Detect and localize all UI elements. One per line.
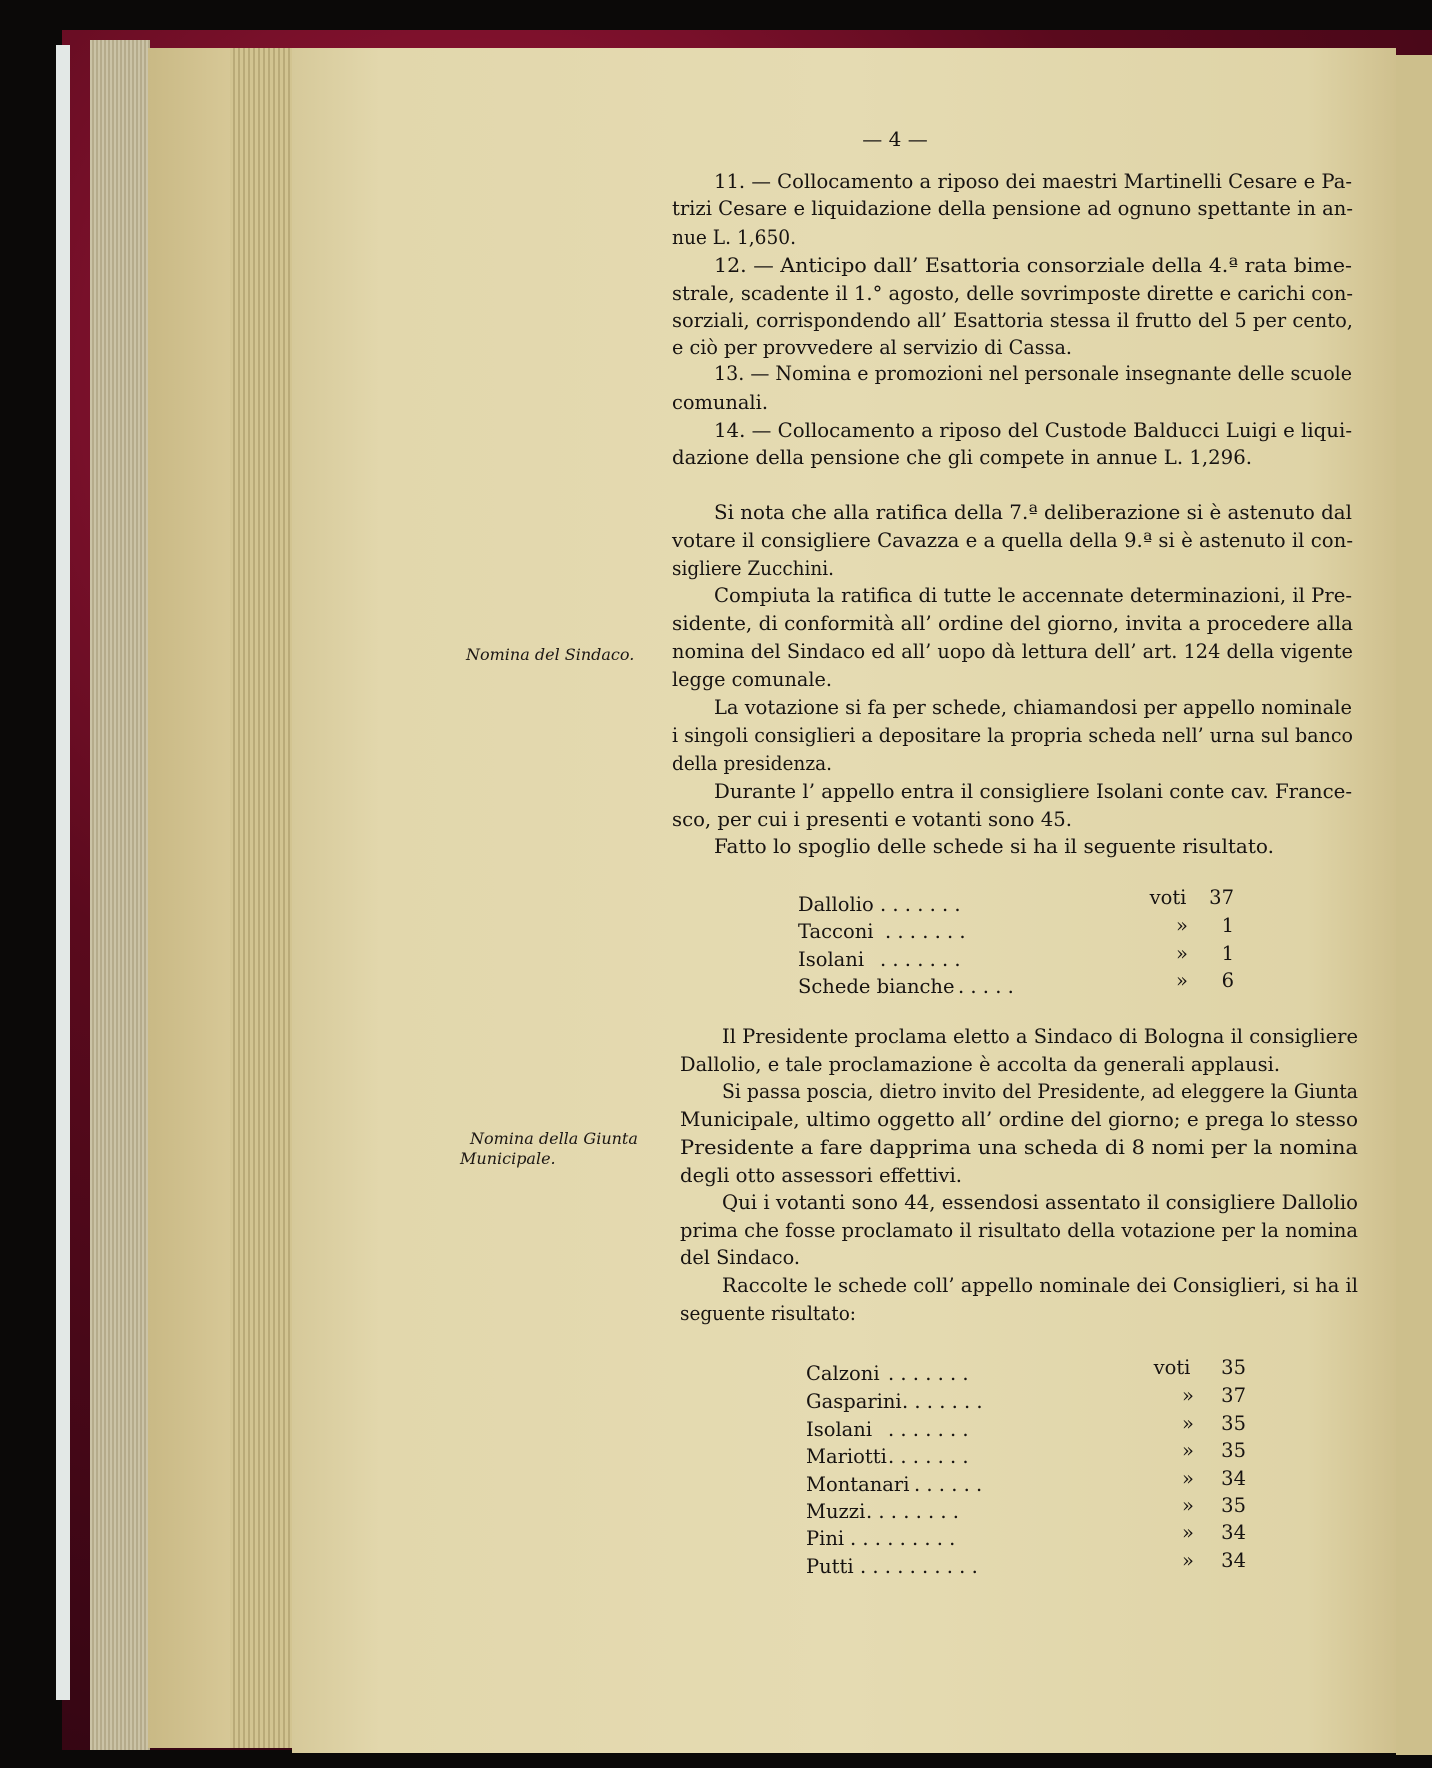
text-line: La votazione si fa per schede, chiamandosi per appello nominale — [714, 696, 1352, 719]
vote-count: 35 — [1221, 1356, 1246, 1379]
text-line: Qui i votanti sono 44, essendosi assentato il consigliere Dallolio — [722, 1191, 1358, 1214]
vote-row — [806, 1467, 1246, 1496]
vote-name: Montanari — [806, 1473, 910, 1496]
vote-mark: voti — [1149, 886, 1187, 909]
vote-row — [798, 942, 1234, 971]
text-line: sorziali, corrispondendo all’ Esattoria stessa il frutto del 5 per cento, — [672, 309, 1353, 332]
text-line: seguente risultato: — [680, 1302, 856, 1325]
vote-name: Gasparini — [806, 1390, 902, 1413]
vote-mark: » — [1182, 1549, 1194, 1572]
vote-mark: voti — [1153, 1356, 1191, 1379]
page-number: — 4 — — [862, 127, 928, 151]
vote-leader-dots: . . . . . . . . . . — [860, 1555, 978, 1578]
text-line: sigliere Zucchini. — [672, 557, 834, 580]
vote-count: 6 — [1221, 969, 1234, 992]
vote-name: Isolani — [798, 948, 865, 971]
text-line: Municipale, ultimo oggetto all’ ordine del giorno; e prega lo stesso — [680, 1108, 1358, 1131]
vote-count: 37 — [1221, 1384, 1246, 1407]
vote-leader-dots: . . . . . — [958, 975, 1014, 998]
text-line: i singoli consiglieri a depositare la propria scheda nell’ urna sul banco — [672, 724, 1353, 747]
vote-row — [806, 1412, 1246, 1441]
vote-row — [806, 1494, 1246, 1523]
vote-mark: » — [1176, 942, 1188, 965]
sidenote-nomina-sindaco: Nomina del Sindaco. — [466, 645, 635, 664]
vote-name: Schede bianche — [798, 975, 955, 998]
vote-count: 34 — [1221, 1467, 1246, 1490]
text-line: strale, scadente il 1.° agosto, delle sovrimposte dirette e carichi con- — [672, 282, 1353, 305]
text-line: della presidenza. — [672, 752, 832, 775]
text-line: Si passa poscia, dietro invito del Presidente, ad eleggere la Giunta — [722, 1080, 1359, 1103]
text-line: 11. — Collocamento a riposo dei maestri Martinelli Cesare e Pa- — [714, 170, 1352, 193]
text-line: Fatto lo spoglio delle schede si ha il seguente risultato. — [714, 835, 1274, 858]
vote-leader-dots: . . . . . . . — [902, 1390, 983, 1413]
vote-name: Putti — [806, 1555, 854, 1578]
vote-name: Muzzi — [806, 1500, 866, 1523]
vote-count: 35 — [1221, 1412, 1246, 1435]
vote-row — [806, 1521, 1246, 1550]
text-line: legge comunale. — [672, 668, 832, 691]
vote-row — [806, 1439, 1246, 1468]
vote-table-sindaco — [798, 886, 1234, 998]
text-line: dazione della pensione che gli compete in annue L. 1,296. — [672, 446, 1252, 469]
vote-mark: » — [1182, 1412, 1194, 1435]
text-line: prima che fosse proclamato il risultato della votazione per la nomina — [680, 1219, 1359, 1242]
vote-mark: » — [1182, 1521, 1194, 1544]
text-line: e ciò per provvedere al servizio di Cassa. — [672, 336, 1072, 359]
text-line: Il Presidente proclama eletto a Sindaco di Bologna il consigliere — [722, 1025, 1358, 1048]
vote-mark: » — [1176, 914, 1188, 937]
vote-mark: » — [1176, 969, 1188, 992]
vote-count: 34 — [1221, 1521, 1246, 1544]
sidenote-nomina-giunta: Nomina della Giunta — [470, 1129, 638, 1148]
vote-leader-dots: . . . . . . . — [880, 948, 961, 971]
vote-row — [798, 914, 1234, 943]
vote-name: Mariotti — [806, 1445, 887, 1468]
vote-name: Dallolio — [798, 893, 874, 916]
vote-leader-dots: . . . . . . . — [888, 1445, 969, 1468]
text-line: trizi Cesare e liquidazione della pensione ad ognuno spettante in an- — [672, 197, 1353, 220]
vote-leader-dots: . . . . . . . — [880, 893, 961, 916]
vote-mark: » — [1182, 1439, 1194, 1462]
vote-mark: » — [1182, 1384, 1194, 1407]
text-line: del Sindaco. — [680, 1246, 800, 1269]
text-line: nomina del Sindaco ed all’ uopo dà lettura dell’ art. 124 della vigente — [672, 640, 1353, 663]
vote-count: 35 — [1221, 1494, 1246, 1517]
text-line: comunali. — [672, 391, 768, 414]
vote-count: 34 — [1221, 1549, 1246, 1572]
text-line: sco, per cui i presenti e votanti sono 45. — [672, 808, 1072, 831]
vote-name: Isolani — [806, 1418, 873, 1441]
vote-count: 1 — [1221, 942, 1234, 965]
text-line: Presidente a fare dapprima una scheda di 8 nomi per la nomina — [680, 1136, 1359, 1159]
text-line: Compiuta la ratifica di tutte le accennate determinazioni, il Pre- — [714, 584, 1352, 607]
vote-mark: » — [1182, 1467, 1194, 1490]
vote-name: Tacconi — [798, 920, 874, 943]
vote-leader-dots: . . . . . . . — [888, 1362, 969, 1385]
vote-row — [806, 1384, 1246, 1413]
vote-count: 35 — [1221, 1439, 1246, 1462]
vote-name: Calzoni — [806, 1362, 880, 1385]
text-line: Raccolte le schede coll’ appello nominale dei Consiglieri, si ha il — [722, 1274, 1358, 1297]
vote-name: Pini — [806, 1527, 845, 1550]
vote-leader-dots: . . . . . . . — [885, 920, 966, 943]
vote-count: 1 — [1221, 914, 1234, 937]
vote-leader-dots: . . . . . . . . . — [850, 1527, 956, 1550]
vote-row — [806, 1549, 1246, 1578]
vote-leader-dots: . . . . . . . . — [866, 1500, 959, 1523]
text-line: Si nota che alla ratifica della 7.ª deliberazione si è astenuto dal — [714, 501, 1352, 524]
text-line: Durante l’ appello entra il consigliere Isolani conte cav. France- — [714, 780, 1352, 803]
text-line: 14. — Collocamento a riposo del Custode Balducci Luigi e liqui- — [714, 419, 1352, 442]
text-line: Dallolio, e tale proclamazione è accolta da generali applausi. — [680, 1053, 1280, 1076]
vote-row — [798, 969, 1234, 998]
text-line: nue L. 1,650. — [672, 226, 796, 249]
vote-table-giunta — [806, 1356, 1246, 1578]
vote-row — [798, 886, 1234, 916]
vote-leader-dots: . . . . . . — [914, 1473, 983, 1496]
vote-mark: » — [1182, 1494, 1194, 1517]
text-line: votare il consigliere Cavazza e a quella della 9.ª si è astenuto il con- — [670, 529, 1353, 552]
text-line: degli otto assessori effettivi. — [680, 1164, 962, 1187]
text-line: 12. — Anticipo dall’ Esattoria consorziale della 4.ª rata bime- — [714, 254, 1352, 277]
vote-leader-dots: . . . . . . . — [888, 1418, 969, 1441]
vote-count: 37 — [1209, 886, 1234, 909]
sidenote-municipale: Municipale. — [460, 1149, 556, 1168]
vote-row — [806, 1356, 1246, 1385]
text-line: 13. — Nomina e promozioni nel personale insegnante delle scuole — [714, 362, 1352, 385]
text-line: sidente, di conformità all’ ordine del giorno, invita a procedere alla — [672, 612, 1354, 635]
